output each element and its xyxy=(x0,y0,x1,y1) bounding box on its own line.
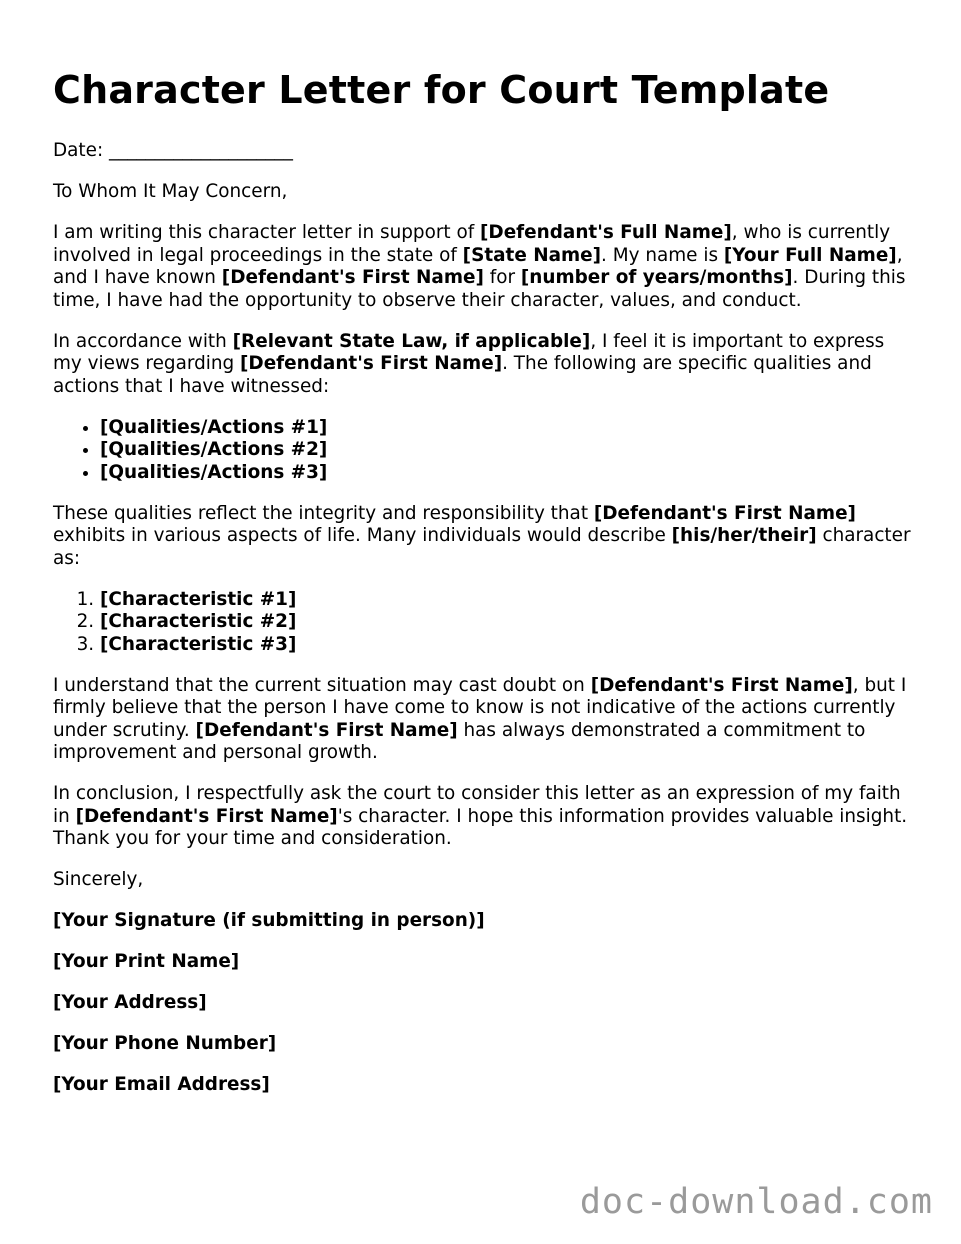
characteristics-list xyxy=(53,589,913,657)
page-title: Character Letter for Court Template xyxy=(53,68,830,112)
list-item: 2. [Characteristic #2] xyxy=(100,611,913,634)
date-label: Date: xyxy=(53,140,104,161)
placeholder-state-name: [State Name] xyxy=(462,244,602,266)
closing: Sincerely, xyxy=(53,869,144,890)
document-page xyxy=(53,66,913,1115)
qualities-list xyxy=(53,417,913,485)
watermark: doc-download.com xyxy=(579,1182,933,1222)
address-line: [Your Address] xyxy=(53,992,207,1013)
paragraph-conclusion: In conclusion, I respectfully ask the court to consider this letter as an expression of my faith in [Defendant's First Name]'s character. I hope this information provides valuable insight. Thank you for your time and consideration. xyxy=(53,783,908,849)
email-line: [Your Email Address] xyxy=(53,1074,270,1095)
placeholder-pronoun: [his/her/their] xyxy=(671,525,817,546)
placeholder-defendant-full-name: [Defendant's Full Name] xyxy=(480,222,732,243)
placeholder-your-full-name: [Your Full Name] xyxy=(723,244,897,266)
date-line xyxy=(53,140,913,163)
placeholder-law: [Relevant State Law, if applicable] xyxy=(232,330,591,352)
list-item: 3. [Characteristic #3] xyxy=(100,634,913,657)
date-blank: ____________________ xyxy=(109,140,293,161)
placeholder-defendant-first-name: [Defendant's First Name] xyxy=(593,502,856,524)
list-item: 1. [Characteristic #1] xyxy=(100,589,913,612)
placeholder-defendant-first-name: [Defendant's First Name] xyxy=(240,353,503,374)
salutation: To Whom It May Concern, xyxy=(53,181,288,202)
paragraph-situation: I understand that the current situation may cast doubt on [Defendant's First Name], but I firmly believe that the person I have come to know is not indicative of the actions currently under scrutiny. [Defendant's First Name] has always demonstrated a commitment to improvement and personal growth. xyxy=(53,674,907,763)
placeholder-defendant-first-name: [Defendant's First Name] xyxy=(75,805,338,827)
placeholder-defendant-first-name: [Defendant's First Name] xyxy=(195,719,458,741)
paragraph-law: In accordance with [Relevant State Law, if applicable], I feel it is important to express my views regarding [Defendant's First Name]. The following are specific qualities and actions that I have witnessed: xyxy=(53,330,885,397)
placeholder-years: [number of years/months] xyxy=(520,267,793,288)
signature-block xyxy=(53,910,913,1097)
paragraph-intro: I am writing this character letter in support of [Defendant's Full Name], who is currently involved in legal proceedings in the state of [State Name]. My name is [Your Full Name], and I have known [Defendant's First Name] for [number of years/months]. During this time, I have had the opportunity to observe their character, values, and conduct. xyxy=(53,222,906,311)
placeholder-defendant-first-name: [Defendant's First Name] xyxy=(590,674,853,696)
print-name-line: [Your Print Name] xyxy=(53,951,240,972)
list-item: • [Qualities/Actions #3] xyxy=(100,462,913,485)
signature-line: [Your Signature (if submitting in person)] xyxy=(53,910,485,931)
phone-line: [Your Phone Number] xyxy=(53,1033,277,1054)
list-item: • [Qualities/Actions #1] xyxy=(100,417,913,440)
list-item: • [Qualities/Actions #2] xyxy=(100,439,913,462)
placeholder-defendant-first-name: [Defendant's First Name] xyxy=(221,267,484,288)
paragraph-qualities: These qualities reflect the integrity and responsibility that [Defendant's First Name] exhibits in various aspects of life. Many individuals would describe [his/her/their] character as: xyxy=(53,502,911,569)
